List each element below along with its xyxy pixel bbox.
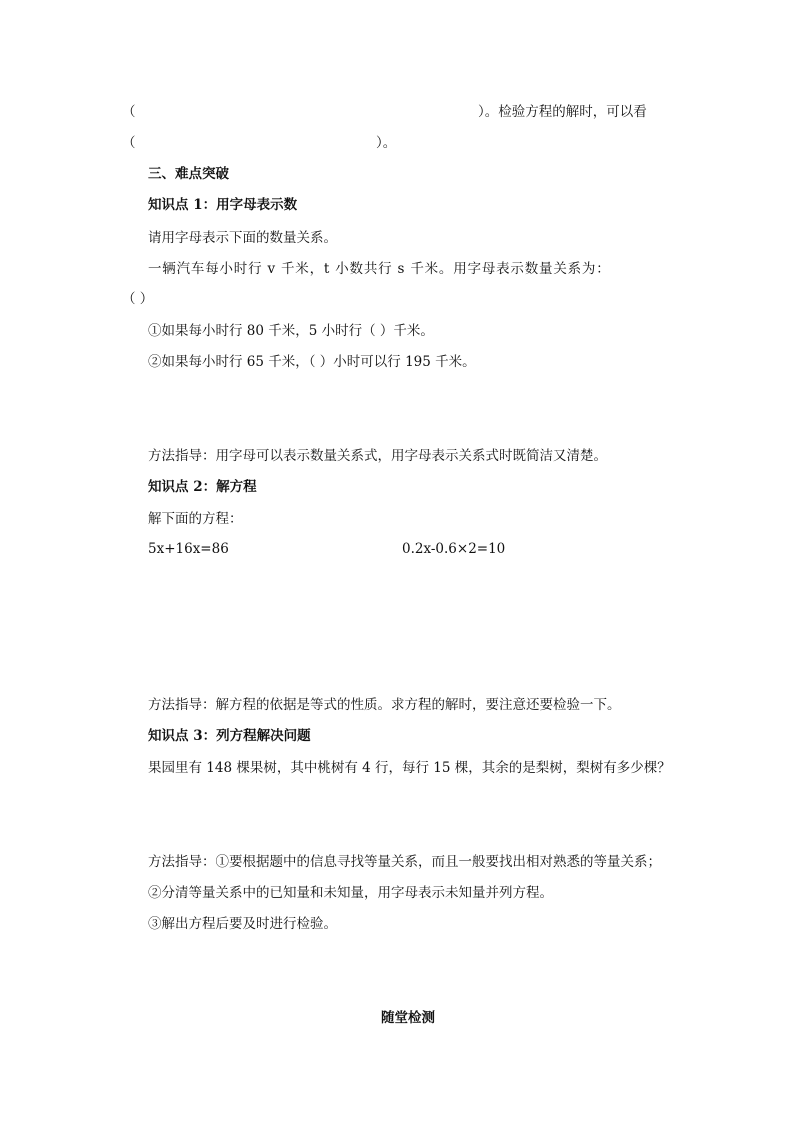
method-guide-3-line-3: ③解出方程后要及时进行检验。 (148, 916, 337, 932)
method-guide-3-line-2: ②分清等量关系中的已知量和未知量，用字母表示未知量并列方程。 (148, 885, 553, 901)
kp1-instruction: 请用字母表示下面的数量关系。 (148, 230, 337, 246)
method-guide-3-line-1: 方法指导：①要根据题中的信息寻找等量关系，而且一般要找出相对熟悉的等量关系； (148, 854, 661, 870)
in-class-test-heading: 随堂检测 (381, 1010, 435, 1026)
knowledge-point-1-heading: 知识点 1：用字母表示数 (148, 197, 298, 213)
kp1-question-1: ①如果每小时行 80 千米，5 小时行（ ）千米。 (148, 323, 434, 339)
section-heading-3: 三、难点突破 (148, 166, 229, 182)
kp1-question-2: ②如果每小时行 65 千米，（ ）小时可以行 195 千米。 (148, 354, 476, 370)
kp2-instruction: 解下面的方程： (148, 511, 243, 527)
blank-open-paren-2: （ (122, 135, 136, 151)
knowledge-point-3-heading: 知识点 3：列方程解决问题 (148, 728, 311, 744)
method-guide-1: 方法指导：用字母可以表示数量关系式，用字母表示关系式时既简洁又清楚。 (148, 448, 607, 464)
method-guide-2: 方法指导：解方程的依据是等式的性质。求方程的解时，要注意还要检验一下。 (148, 697, 621, 713)
kp1-problem: 一辆汽车每小时行 v 千米，t 小数共行 s 千米。用字母表示数量关系为： (148, 261, 611, 277)
equation-2: 0.2x-0.6×2=10 (402, 541, 506, 557)
kp1-answer-blank: （ ） (122, 291, 154, 307)
verification-text-line: ）。检验方程的解时，可以看 (478, 104, 647, 120)
blank-open-paren-1: （ (122, 104, 136, 120)
blank-close-paren-2: ）。 (376, 135, 397, 151)
kp3-problem: 果园里有 148 棵果树，其中桃树有 4 行，每行 15 棵，其余的是梨树，梨树有多少棵？ (148, 760, 671, 776)
knowledge-point-2-heading: 知识点 2：解方程 (148, 479, 257, 495)
equation-1: 5x+16x=86 (148, 541, 229, 557)
